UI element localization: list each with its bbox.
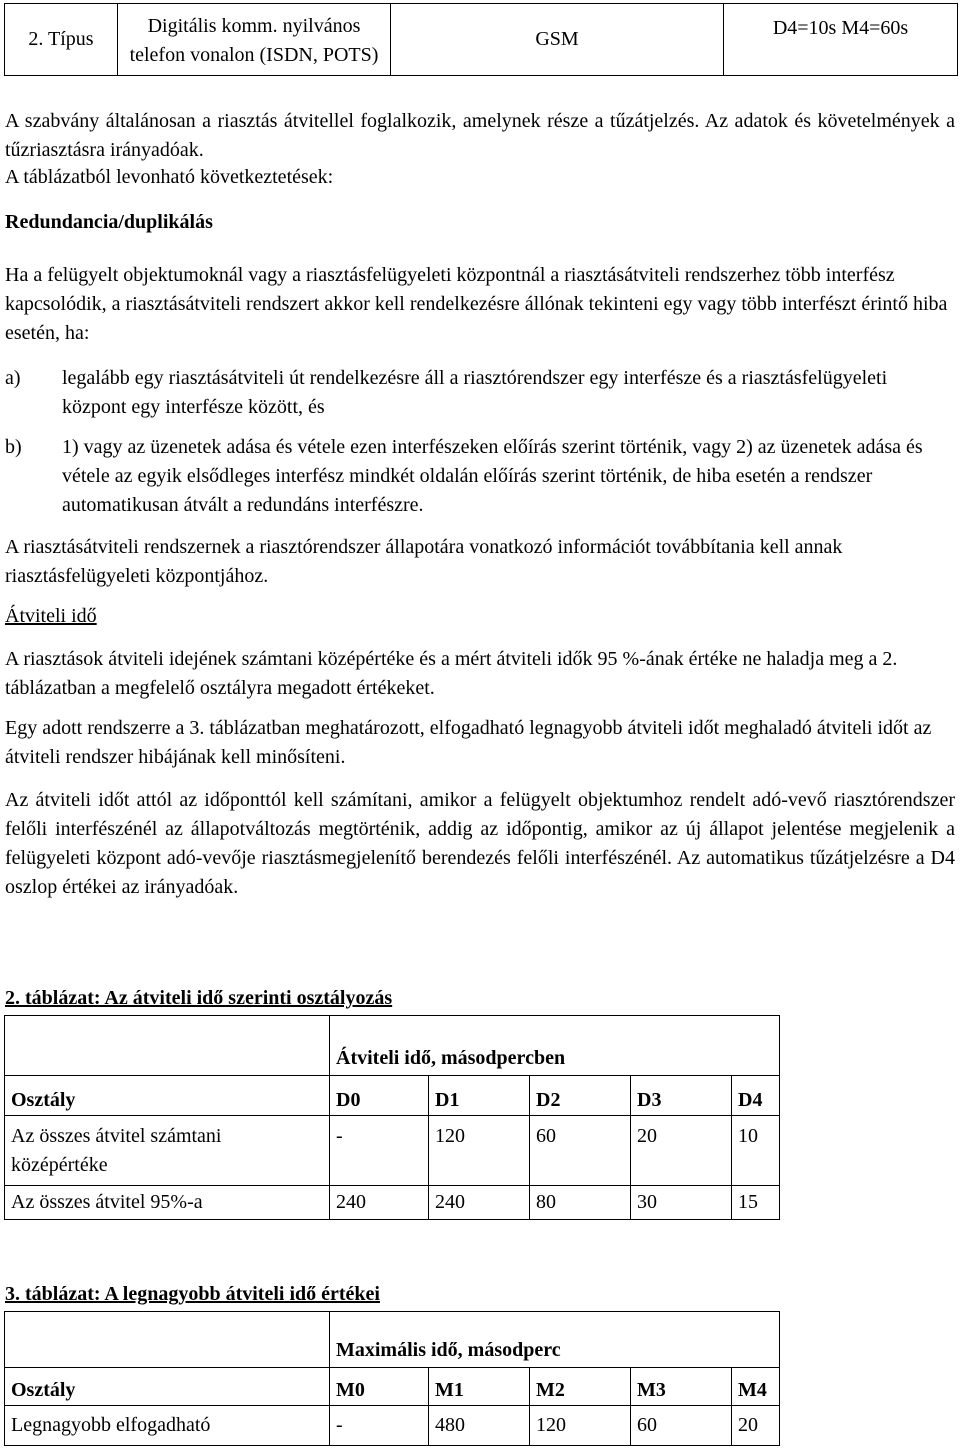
table2-cell: 240: [330, 1186, 429, 1220]
table3-cell: Legnagyobb elfogadható: [5, 1406, 330, 1446]
table3-caption: 3. táblázat: A legnagyobb átviteli idő értékei: [5, 1283, 380, 1305]
table2-corner-cell: [5, 1016, 330, 1076]
table2-cell: 240: [429, 1186, 530, 1220]
table2: [4, 1015, 780, 1220]
table3-header-cell: Osztály: [5, 1368, 330, 1406]
table2-header-cell: D1: [429, 1076, 530, 1116]
table2-cell: 60: [530, 1116, 631, 1186]
table2-group-header: Átviteli idő, másodpercben: [330, 1016, 780, 1076]
list-item-a: legalább egy riasztásátviteli út rendelkezésre áll a riasztórendszer egy interfésze és a riasztásfelügyeleti központ egy interfésze között, és: [62, 367, 888, 418]
status-paragraph: A riasztásátviteli rendszernek a riasztórendszer állapotára vonatkozó információt továbbítania kell annak riasztásfelügyeleti központjához.: [5, 536, 843, 587]
redundancy-heading: Redundancia/duplikálás: [5, 211, 213, 233]
table2-cell: 30: [631, 1186, 732, 1220]
type-table-cell-gsm: GSM: [391, 4, 724, 76]
table3-header-cell: M4: [732, 1368, 780, 1406]
table2-cell: Az összes átvitel 95%-a: [5, 1186, 330, 1220]
table2-cell: 80: [530, 1186, 631, 1220]
table2-cell: 120: [429, 1116, 530, 1186]
table3-cell: -: [330, 1406, 429, 1446]
table3-corner-cell: [5, 1312, 330, 1368]
table2-cell: -: [330, 1116, 429, 1186]
conclusions-intro: A táblázatból levonható következtetések:: [5, 166, 334, 188]
table2-cell: 20: [631, 1116, 732, 1186]
table2-header-cell: D0: [330, 1076, 429, 1116]
table2-caption: 2. táblázat: Az átviteli idő szerinti osztályozás: [5, 987, 393, 1009]
list-marker-b: b): [5, 436, 22, 458]
type-table: [4, 3, 958, 76]
table3-group-header: Maximális idő, másodperc: [330, 1312, 780, 1368]
table2-cell: Az összes átvitel számtani középértéke: [5, 1116, 330, 1186]
list-item-b: 1) vagy az üzenetek adása és vétele ezen interfészeken előírás szerint történik, vagy 2) az üzenetek adása és vétele az egyik elsődleges interfész mindkét oldalán előírás szerint történik, de hiba esetén a rendszer automatikusan átvált a redundáns interfészre.: [62, 436, 923, 516]
type-table-cell-line: Digitális komm. nyilvános telefon vonalon (ISDN, POTS): [118, 4, 391, 76]
table-row: [5, 1186, 780, 1220]
transfer-time-heading: Átviteli idő: [5, 605, 97, 627]
redundancy-paragraph: Ha a felügyelt objektumoknál vagy a riasztásfelügyeleti központnál a riasztásátviteli rendszerhez több interfész kapcsolódik, a riasztásátviteli rendszert akkor kell rendelkezésre állónak tekinteni egy vagy több interfészt érintő hiba esetén, ha:: [5, 264, 948, 344]
table3: [4, 1311, 780, 1446]
table3-header-cell: M3: [631, 1368, 732, 1406]
table2-cell: 15: [732, 1186, 780, 1220]
table3-header-cell: M1: [429, 1368, 530, 1406]
type-table-cell-times: D4=10s M4=60s: [724, 4, 958, 76]
transfer-time-paragraph-3: Az átviteli időt attól az időponttól kell számítani, amikor a felügyelt objektumhoz rendelt adó-vevő riasztórendszer felőli interfészénél az állapotváltozás megtörténik, addig az időpontig, amikor az új állapot jelentése megjelenik a felügyeleti központ adó-vevője riasztásmegjelenítő berendezés felőli interfészénél. Az automatikus tűzátjelzésre a D4 oszlop értékei az irányadóak.: [5, 789, 955, 898]
type-table-cell-type: 2. Típus: [5, 4, 118, 76]
table2-header-cell: D4: [732, 1076, 780, 1116]
table3-cell: 480: [429, 1406, 530, 1446]
table2-cell: 10: [732, 1116, 780, 1186]
intro-paragraph: A szabvány általánosan a riasztás átvitellel foglalkozik, amelynek része a tűzátjelzés. Az adatok és követelmények a tűzriasztásra irányadóak.: [5, 110, 955, 161]
table2-header-cell: D2: [530, 1076, 631, 1116]
table3-cell: 120: [530, 1406, 631, 1446]
transfer-time-paragraph-1: A riasztások átviteli idejének számtani középértéke és a mért átviteli idők 95 %-ának értéke ne haladja meg a 2. táblázatban a megfelelő osztályra megadott értékeket.: [5, 648, 898, 699]
table3-cell: 20: [732, 1406, 780, 1446]
table3-cell: 60: [631, 1406, 732, 1446]
table3-header-cell: M2: [530, 1368, 631, 1406]
list-marker-a: a): [5, 367, 21, 389]
table2-header-cell: D3: [631, 1076, 732, 1116]
table-row: [5, 1116, 780, 1186]
table-row: [5, 1406, 780, 1446]
table3-header-cell: M0: [330, 1368, 429, 1406]
table2-header-cell: Osztály: [5, 1076, 330, 1116]
transfer-time-paragraph-2: Egy adott rendszerre a 3. táblázatban meghatározott, elfogadható legnagyobb átviteli időt meghaladó átviteli időt az átviteli rendszer hibájának kell minősíteni.: [5, 717, 932, 768]
